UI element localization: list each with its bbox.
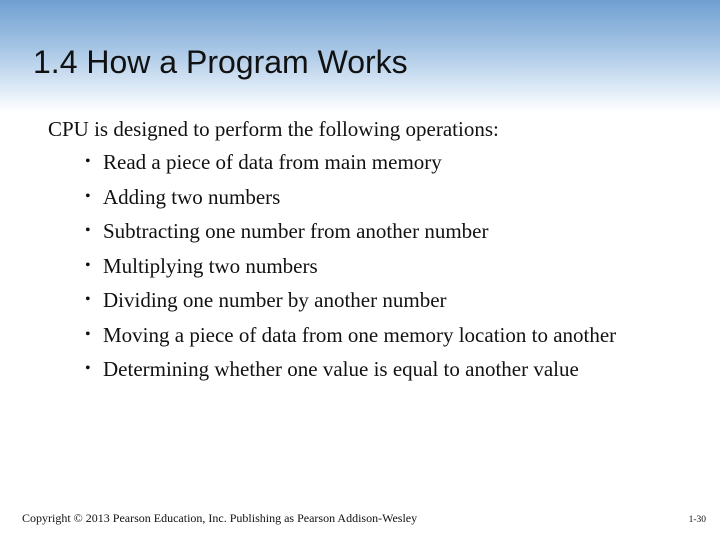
bullet-text: Dividing one number by another number — [103, 288, 447, 312]
bullet-item — [85, 148, 665, 176]
bullet-item — [85, 286, 665, 314]
slide-title: 1.4 How a Program Works — [33, 44, 408, 80]
bullet-icon: • — [85, 153, 91, 170]
bullet-item — [85, 252, 665, 280]
bullet-text: Adding two numbers — [103, 184, 281, 209]
bullet-text: Multiplying two numbers — [103, 253, 318, 278]
copyright-footer: Copyright © 2013 Pearson Education, Inc. Publishing as Pearson Addison-Wesley — [22, 511, 418, 525]
bullet-icon: • — [85, 360, 91, 377]
bullet-icon: • — [85, 187, 91, 205]
bullet-text: Determining whether one value is equal to another value — [103, 357, 579, 381]
bullet-text: Subtracting one number from another number — [103, 219, 489, 243]
operations-bullet-list — [85, 148, 665, 390]
bullet-item — [85, 355, 665, 383]
bullet-icon: • — [85, 291, 91, 308]
bullet-icon: • — [85, 256, 91, 274]
bullet-item — [85, 217, 665, 245]
bullet-icon: • — [85, 222, 91, 239]
bullet-item — [85, 321, 665, 349]
page-number: 1-30 — [688, 515, 706, 525]
bullet-icon: • — [85, 325, 91, 343]
bullet-item — [85, 183, 665, 211]
intro-text: CPU is designed to perform the following operations: — [48, 117, 499, 141]
bullet-text: Read a piece of data from main memory — [103, 150, 442, 174]
bullet-text: Moving a piece of data from one memory location to another — [103, 322, 617, 347]
